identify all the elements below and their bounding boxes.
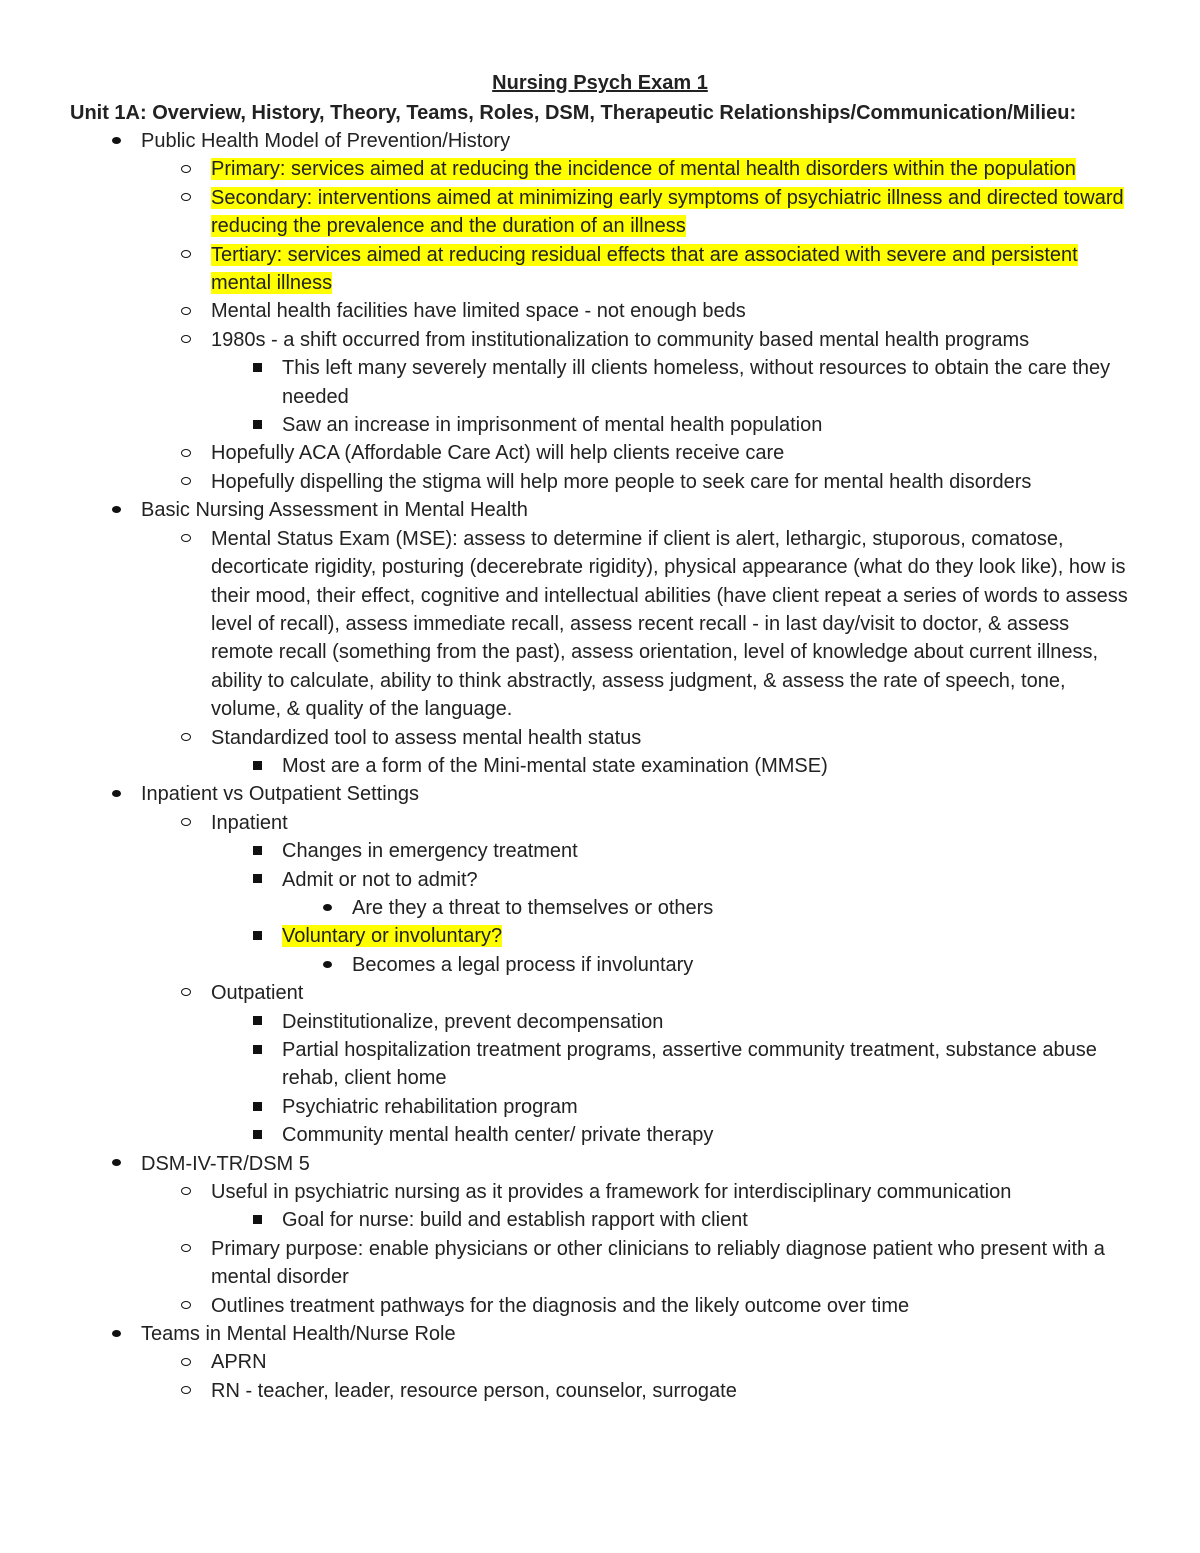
section-item (70, 1150, 1130, 1178)
item-text: Hopefully dispelling the stigma will help more people to seek care for mental health disorders (211, 470, 1032, 493)
list-item (70, 1377, 1130, 1405)
nested-list (70, 752, 1130, 780)
nested-list (70, 951, 1130, 979)
list-item (70, 439, 1130, 467)
list-item (70, 979, 1130, 1007)
square-bullet-icon (247, 354, 267, 382)
disc-bullet-icon (317, 894, 337, 922)
circle-bullet-icon (176, 1377, 196, 1405)
list-item (70, 155, 1130, 183)
item-text: DSM-IV-TR/DSM 5 (141, 1152, 310, 1175)
document-title: Nursing Psych Exam 1 (492, 72, 708, 94)
item-text: Mental Status Exam (MSE): assess to determine if client is alert, lethargic, stuporous, comatose, decorticate rigidity, posturing (decerebrate rigidity), physical appearance (what do they look like), how is their mood, their effect, cognitive and intellectual abilities (have client repeat a series of words to assess level of recall), assess immediate recall, assess recent recall - in last day/visit to doctor, & assess remote recall (something from the past), assess orientation, level of knowledge about current illness, ability to calculate, ability to think abstractly, assess judgment, & assess the rate of speech, tone, volume, & quality of the language. (211, 527, 1128, 721)
square-bullet-icon (247, 837, 267, 865)
item-text: Teams in Mental Health/Nurse Role (141, 1323, 456, 1346)
section-item (70, 127, 1130, 155)
square-bullet-icon (247, 1036, 267, 1064)
list-item (70, 951, 1130, 979)
list-item (70, 1292, 1130, 1320)
circle-bullet-icon (176, 1348, 196, 1376)
nested-list (70, 894, 1130, 922)
list-item (70, 866, 1130, 894)
circle-bullet-icon (176, 241, 196, 269)
circle-bullet-icon (176, 326, 196, 354)
list-item (70, 241, 1130, 298)
square-bullet-icon (247, 752, 267, 780)
nested-list (70, 1348, 1130, 1405)
circle-bullet-icon (176, 184, 196, 212)
square-bullet-icon (247, 1008, 267, 1036)
disc-bullet-icon (106, 1320, 126, 1348)
disc-bullet-icon (106, 1150, 126, 1178)
item-text: Public Health Model of Prevention/History (141, 130, 511, 152)
unit-heading: Unit 1A: Overview, History, Theory, Teams, Roles, DSM, Therapeutic Relationships/Communication/Milieu: (70, 102, 1077, 124)
item-text: Outpatient (211, 982, 304, 1005)
nested-list (70, 1008, 1130, 1150)
section-item (70, 780, 1130, 808)
nested-list (70, 1178, 1130, 1320)
nested-list (70, 155, 1130, 496)
item-text: RN - teacher, leader, resource person, counselor, surrogate (211, 1379, 737, 1402)
circle-bullet-icon (176, 979, 196, 1007)
list-item (70, 922, 1130, 950)
list-item (70, 1036, 1130, 1093)
list-item (70, 1206, 1130, 1234)
item-text: APRN (211, 1351, 267, 1374)
circle-bullet-icon (176, 1235, 196, 1263)
list-item (70, 1178, 1130, 1206)
square-bullet-icon (247, 1206, 267, 1234)
item-text: Standardized tool to assess mental health status (211, 726, 642, 749)
item-text: Are they a threat to themselves or others (352, 896, 714, 919)
item-text: Partial hospitalization treatment programs, assertive community treatment, substance abuse rehab, client home (282, 1039, 1097, 1090)
circle-bullet-icon (176, 809, 196, 837)
item-text: Primary purpose: enable physicians or other clinicians to reliably diagnose patient who present with a mental disorder (211, 1237, 1105, 1289)
list-item (70, 1008, 1130, 1036)
item-text: Becomes a legal process if involuntary (352, 953, 694, 976)
list-item (70, 837, 1130, 865)
item-text: Basic Nursing Assessment in Mental Health (141, 499, 528, 522)
list-item (70, 809, 1130, 837)
item-text: Mental health facilities have limited space - not enough beds (211, 300, 746, 323)
nested-list (70, 809, 1130, 1150)
item-text: Hopefully ACA (Affordable Care Act) will help clients receive care (211, 442, 785, 465)
circle-bullet-icon (176, 1178, 196, 1206)
list-item (70, 297, 1130, 325)
item-text: Goal for nurse: build and establish rapport with client (282, 1209, 748, 1232)
circle-bullet-icon (176, 468, 196, 496)
item-text: Outlines treatment pathways for the diagnosis and the likely outcome over time (211, 1294, 910, 1317)
nested-list (70, 354, 1130, 439)
item-text: Useful in psychiatric nursing as it provides a framework for interdisciplinary communication (211, 1181, 1012, 1204)
list-item (70, 724, 1130, 752)
item-text: Admit or not to admit? (282, 868, 478, 891)
list-item (70, 525, 1130, 724)
list-item (70, 1348, 1130, 1376)
circle-bullet-icon (176, 155, 196, 183)
list-item (70, 411, 1130, 439)
item-text: Psychiatric rehabilitation program (282, 1095, 578, 1118)
disc-bullet-icon (106, 496, 126, 524)
circle-bullet-icon (176, 724, 196, 752)
outline-list (70, 127, 1130, 1405)
circle-bullet-icon (176, 1292, 196, 1320)
highlighted-item-text: Tertiary: services aimed at reducing residual effects that are associated with severe and persistent mental illness (211, 243, 1078, 295)
list-item (70, 1093, 1130, 1121)
item-text: Inpatient vs Outpatient Settings (141, 783, 419, 806)
disc-bullet-icon (106, 780, 126, 808)
section-item (70, 1320, 1130, 1348)
highlighted-item-text: Primary: services aimed at reducing the incidence of mental health disorders within the population (211, 158, 1076, 181)
item-text: 1980s - a shift occurred from institutionalization to community based mental health programs (211, 328, 1030, 351)
list-item (70, 326, 1130, 354)
list-item (70, 894, 1130, 922)
item-text: Saw an increase in imprisonment of mental health population (282, 414, 823, 437)
list-item (70, 1235, 1130, 1292)
square-bullet-icon (247, 1093, 267, 1121)
square-bullet-icon (247, 922, 267, 950)
circle-bullet-icon (176, 297, 196, 325)
list-item (70, 1121, 1130, 1149)
item-text: Deinstitutionalize, prevent decompensation (282, 1010, 664, 1033)
disc-bullet-icon (106, 127, 126, 155)
nested-list (70, 525, 1130, 781)
highlighted-item-text: Voluntary or involuntary? (282, 925, 503, 948)
disc-bullet-icon (317, 951, 337, 979)
circle-bullet-icon (176, 525, 196, 553)
circle-bullet-icon (176, 439, 196, 467)
highlighted-item-text: Secondary: interventions aimed at minimizing early symptoms of psychiatric illness and directed toward reducing the prevalence and the duration of an illness (211, 186, 1124, 238)
item-text: Most are a form of the Mini-mental state examination (MMSE) (282, 754, 828, 777)
nested-list (70, 1206, 1130, 1234)
list-item (70, 468, 1130, 496)
square-bullet-icon (247, 411, 267, 439)
item-text: Changes in emergency treatment (282, 840, 578, 863)
item-text: Community mental health center/ private therapy (282, 1124, 714, 1147)
section-item (70, 496, 1130, 524)
list-item (70, 354, 1130, 411)
square-bullet-icon (247, 866, 267, 894)
square-bullet-icon (247, 1121, 267, 1149)
list-item (70, 184, 1130, 241)
list-item (70, 752, 1130, 780)
nested-list (70, 837, 1130, 979)
item-text: Inpatient (211, 811, 288, 834)
item-text: This left many severely mentally ill clients homeless, without resources to obtain the care they needed (282, 357, 1111, 408)
